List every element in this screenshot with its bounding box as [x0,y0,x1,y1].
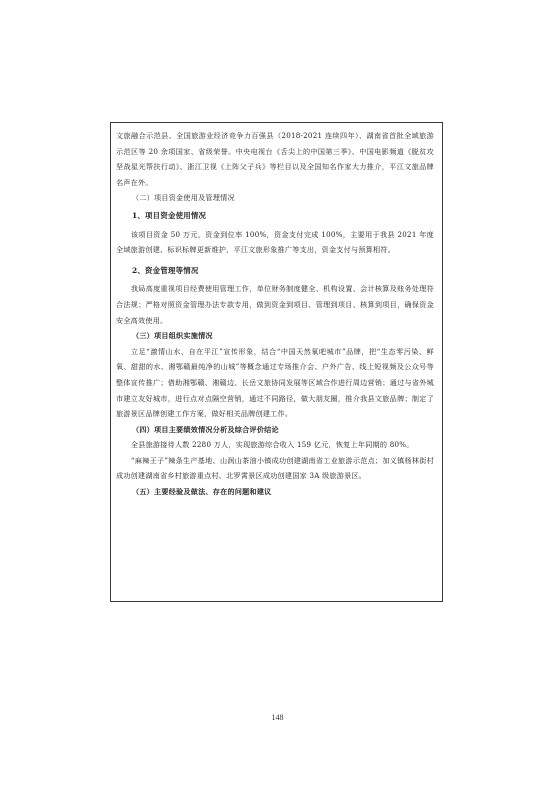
section-heading-3: （三）项目组织实施情况 [132,331,213,341]
fund-use-paragraph: 该项目资金 50 万元，资金到位率 100%，资金支付完成 100%，主要用于我县 2021 年度全域旅游创建、标识标牌更新维护、平江文旅形象推广等支出，资金支付与预算相符。 [116,229,434,255]
subheading-fund-management: 2、资金管理等情况 [132,265,199,275]
section-heading-2: （二）项目资金使用及管理情况 [132,193,235,203]
page-number: 148 [271,713,284,722]
section-heading-4: （四）项目主要绩效情况分析及综合评价结论 [132,424,279,434]
visitor-stats-paragraph: 全县旅游接待人数 2280 万人，实现旅游综合收入 159 亿元，恢复上年同期的 80%。 [130,440,414,450]
achievements-paragraph: “麻辣王子”辣条生产基地、山润山茶油小镇成功创建湖南省工业旅游示范点；加义镇杨林街村成功创建湖南省乡村旅游重点村、北罗霄景区成功创建国家 3A 级旅游景区。 [116,455,434,481]
implementation-paragraph: 立足“激情山水、自在平江”宣传形象，结合“中国天然氧吧城市”品牌，把“生态零污染、鲜氧、甜甜的水、湘鄂赣最纯净的山城”等概念通过专场推介会、户外广告、线上短视频及公众号等整体宣传推广；借助湘鄂赣、湘赣边、长岳文旅协同发展等区域合作进行周边营销；通过与省外城市建立友好城市，进行点对点隔空营销，通过不同路径，做大朋友圈，推介我县文旅品牌；制定了旅游景区品牌创建工作方案，做好相关品牌创建工作。 [116,346,434,419]
subheading-fund-use: 1、项目资金使用情况 [132,210,207,220]
document-body [116,128,434,500]
intro-paragraph: 文旅融合示范县、全国旅游业经济竞争力百强县（2018-2021 连续四年）、湖南省首批全域旅游示范区等 20 余项国家、省级荣誉。中央电视台《舌尖上的中国第三季》、中国电影频道《脱贫攻坚战星光帮扶行动》、浙江卫视《上阵父子兵》等栏目以及全国知名作家大力推介，平江文旅品牌名声在外。 [116,131,434,187]
section-heading-5: （五）主要经验及做法、存在的问题和建议 [132,487,272,497]
fund-management-paragraph: 我局高度重视项目经费使用管理工作，单位财务制度健全、机构设置、会计核算及账务处理符合法规；严格对照资金管理办法专款专用，做到资金到项目、管理到项目、核算到项目，确保资金安全高效使用。 [116,284,434,325]
